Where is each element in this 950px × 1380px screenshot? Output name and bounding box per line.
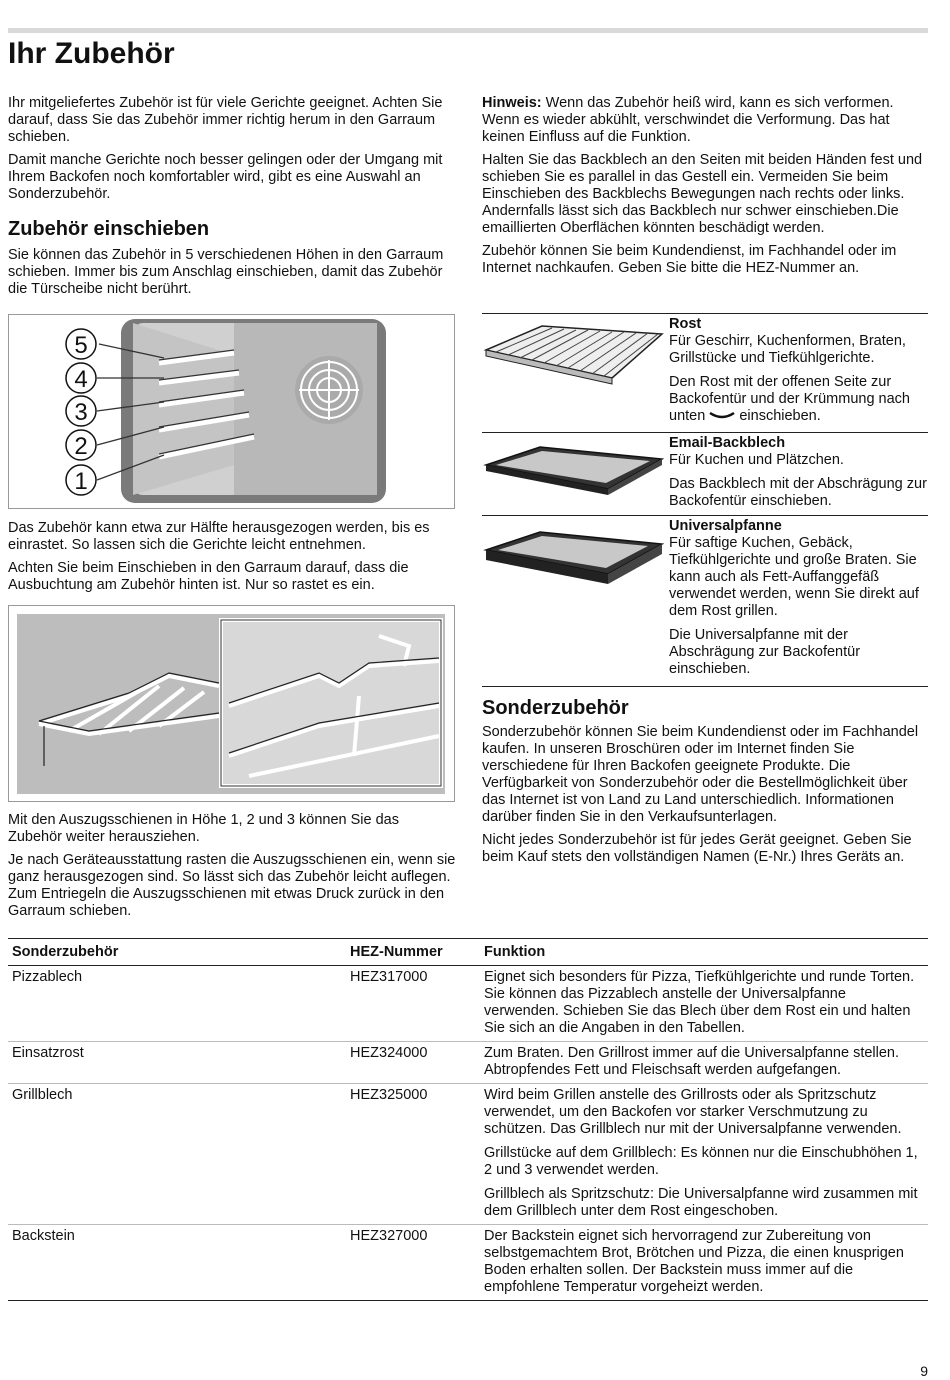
column-header: Funktion — [480, 939, 928, 966]
accessory-name-cell: Pizzablech — [8, 966, 346, 1042]
einschieben-paragraph: Sie können das Zubehör in 5 verschiedenen Höhen in den Garraum schieben. Immer bis zum Anschlag einschieben, damit das Zubehör die Türscheibe nicht berührt. — [8, 247, 444, 297]
table-row — [8, 1084, 928, 1225]
level-label: 1 — [74, 468, 88, 495]
accessory-name-cell: Einsatzrost — [8, 1042, 346, 1084]
intro-paragraph-2: Damit manche Gerichte noch besser gelingen oder der Umgang mit Ihrem Backofen noch komfortabler wird, gibt es eine Auswahl an Sonderzubehör. — [8, 152, 443, 202]
accessory-backblech — [482, 432, 928, 515]
baking-tray-image — [482, 439, 664, 519]
accessory-name: Rost — [669, 316, 702, 332]
function-cell — [480, 1084, 928, 1225]
function-text: Zum Braten. Den Grillrost immer auf die Universalpfanne stellen. Abtropfendes Fett und Fleischsaft werden aufgefangen. — [484, 1045, 900, 1078]
accessory-note: Die Universalpfanne mit der Abschrägung zur Backofentür einschieben. — [669, 627, 861, 677]
left-column-middle — [8, 520, 456, 600]
function-text: Wird beim Grillen anstelle des Grillrosts oder als Spritzschutz verwendet, um den Backofen vor starker Verschmutzung zu schützen. Das Grillblech nur mit der Universalpfanne verwenden. — [484, 1087, 902, 1137]
table-row — [8, 966, 928, 1042]
left-column — [8, 95, 456, 304]
right-column — [482, 95, 928, 283]
accessory-description: Für saftige Kuchen, Gebäck, Tiefkühlgerichte und große Braten. Sie kann auch als Fett-Auffanggefäß verwendet werden, wenn Sie direkt auf dem Rost grillen. — [669, 535, 919, 619]
hez-number-cell: HEZ324000 — [346, 1042, 480, 1084]
section-heading-einschieben: Zubehör einschieben — [8, 218, 210, 240]
table-header-row — [8, 939, 928, 966]
level-label: 2 — [74, 433, 88, 460]
hinweis-text: Wenn das Zubehör heiß wird, kann es sich verformen. Wenn es wieder abkühlt, verschwindet die Verformung. Das hat keinen Einfluss auf die Funktion. — [482, 95, 894, 145]
rails-paragraph: Mit den Auszugsschienen in Höhe 1, 2 und 3 können Sie das Zubehör weiter herausziehen. — [8, 812, 399, 845]
section-heading-sonderzubehoer: Sonderzubehör — [482, 697, 629, 719]
accessory-note-text-end: einschieben. — [735, 408, 821, 424]
table-row — [8, 1225, 928, 1301]
function-cell — [480, 1042, 928, 1084]
function-text: Der Backstein eignet sich hervorragend zur Zubereitung von selbstgemachtem Brot, Brötchen und Pizza, die einen knusprigen Boden erhalten sollen. Der Backstein muss immer auf die empfohlene Temperatur vorgeheizt werden. — [484, 1228, 904, 1295]
universal-pan-image — [482, 522, 664, 602]
level-label: 3 — [74, 399, 88, 426]
reorder-paragraph: Zubehör können Sie beim Kundendienst, im Fachhandel oder im Internet nachkaufen. Geben Sie bitte die HEZ-Nummer an. — [482, 243, 897, 276]
accessory-note — [669, 374, 927, 425]
accessory-description: Für Geschirr, Kuchenformen, Braten, Grillstücke und Tiefkühlgerichte. — [669, 333, 906, 366]
telescopic-rails-illustration — [8, 605, 455, 802]
bulge-paragraph: Achten Sie beim Einschieben in den Garraum darauf, dass die Ausbuchtung am Zubehör hinten ist. Nur so rastet es ein. — [8, 560, 409, 593]
baking-tray-paragraph: Halten Sie das Backblech an den Seiten mit beiden Händen fest und schieben Sie es parallel in das Gestell ein. Vermeiden Sie beim Einschieben des Backblechs Bewegungen nach rechts oder links. Andernfalls lässt sich das Backblech nur schwer einschieben.Die emaillierten Oberflächen könnten beschädigt werden. — [482, 152, 923, 236]
accessory-rost — [482, 313, 928, 432]
hez-number-cell: HEZ317000 — [346, 966, 480, 1042]
column-header: HEZ-Nummer — [346, 939, 480, 966]
function-cell — [480, 966, 928, 1042]
function-text: Grillblech als Spritzschutz: Die Universalpfanne wird zusammen mit dem Grillblech unter dem Rost eingeschoben. — [484, 1186, 918, 1219]
rails-lock-paragraph: Je nach Geräteausstattung rasten die Auszugsschienen ein, wenn sie ganz herausgezogen sind. So lässt sich das Zubehör leicht auflegen. Zum Entriegeln die Auszugsschienen mit etwas Druck zurück in den Garraum schieben. — [8, 852, 456, 919]
hez-number-cell: HEZ325000 — [346, 1084, 480, 1225]
hinweis-label: Hinweis: — [482, 95, 542, 111]
oven-levels-illustration — [8, 314, 455, 509]
wire-rack-image — [482, 320, 664, 400]
accessory-description: Für Kuchen und Plätzchen. — [669, 452, 844, 468]
level-label: 4 — [74, 366, 88, 393]
hez-number-cell: HEZ327000 — [346, 1225, 480, 1301]
accessory-note: Das Backblech mit der Abschrägung zur Backofentür einschieben. — [669, 476, 927, 509]
level-label: 5 — [74, 332, 88, 359]
sonderzubehoer-table — [8, 938, 928, 1301]
function-cell — [480, 1225, 928, 1301]
intro-paragraph-1: Ihr mitgeliefertes Zubehör ist für viele Gerichte geeignet. Achten Sie darauf, dass Sie das Zubehör immer richtig herum in den Garraum schieben. — [8, 95, 443, 145]
accessory-name-cell: Backstein — [8, 1225, 346, 1301]
page-title: Ihr Zubehör — [8, 37, 175, 70]
sonderzubehoer-paragraph-1: Sonderzubehör können Sie beim Kundendienst oder im Fachhandel kaufen. In unseren Broschüren oder im Internet finden Sie verschiedene für Ihren Backofen geeignete Produkte. Die Verfügbarkeit von Sonderzubehör oder die Bestellmöglichkeit über das Internet ist von Land zu Land unterschiedlich. Informationen darüber finden Sie in den Verkaufsunterlagen. — [482, 724, 919, 825]
hinweis-note — [482, 95, 928, 146]
left-column-bottom — [8, 812, 456, 926]
pullout-paragraph: Das Zubehör kann etwa zur Hälfte herausgezogen werden, bis es einrastet. So lassen sich die Gerichte leicht entnehmen. — [8, 520, 430, 553]
table-row — [8, 1042, 928, 1084]
accessory-universalpfanne — [482, 515, 928, 687]
curvature-down-icon — [709, 410, 735, 420]
accessory-name: Universalpfanne — [669, 518, 782, 534]
function-text: Eignet sich besonders für Pizza, Tiefkühlgerichte und runde Torten. Sie können das Pizzablech anstelle der Universalpfanne verwenden. Schieben Sie das Blech über dem Rost ein und halten Sie sich an die Angaben in den Tabellen. — [484, 969, 915, 1036]
sonderzubehoer-paragraph-2: Nicht jedes Sonderzubehör ist für jedes Gerät geeignet. Geben Sie beim Kauf stets den vollständigen Namen (E-Nr.) Ihres Geräts an. — [482, 832, 912, 865]
page-number: 9 — [920, 1363, 928, 1379]
accessory-note-text: Den Rost mit der offenen Seite zur Backofentür und der Krümmung nach unten — [669, 374, 910, 424]
accessory-name-cell: Grillblech — [8, 1084, 346, 1225]
column-header: Sonderzubehör — [8, 939, 346, 966]
top-rule — [8, 28, 928, 33]
accessory-name: Email-Backblech — [669, 435, 786, 451]
sonderzubehoer-section — [482, 696, 928, 872]
function-text: Grillstücke auf dem Grillblech: Es können nur die Einschubhöhen 1, 2 und 3 verwendet werden. — [484, 1145, 918, 1178]
